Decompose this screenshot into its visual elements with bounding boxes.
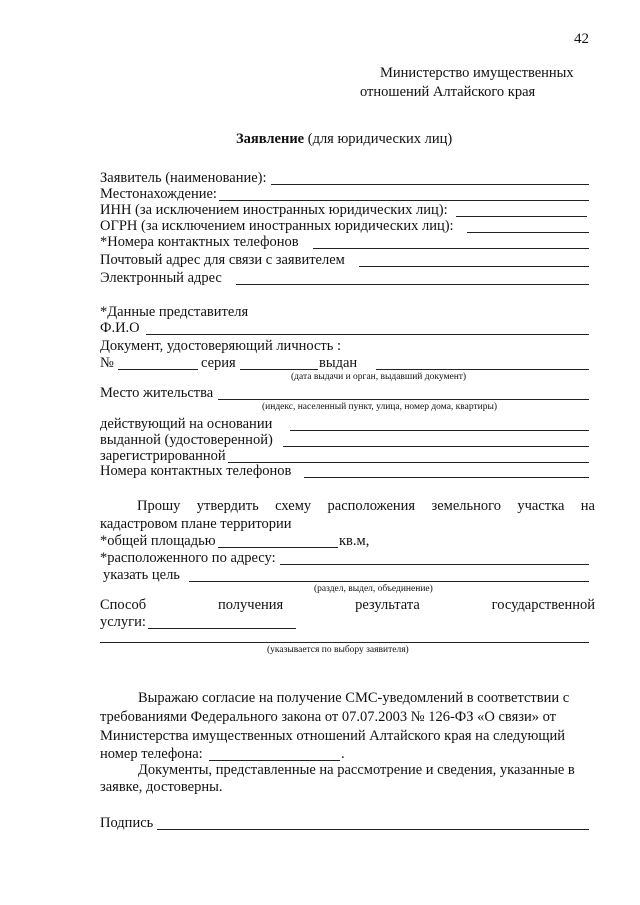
postal-address-field[interactable] [0,252,640,270]
purpose-line[interactable] [189,581,589,582]
fio-label: Ф.И.О [100,320,140,336]
doc-number-line[interactable] [118,369,198,370]
consent-line-1: Выражаю согласие на получение СМС-уведомлений в соответствии с [138,690,570,706]
signature-field[interactable] [0,815,640,833]
ogrn-label: ОГРН (за исключением иностранных юридических лиц): [100,218,454,234]
sms-phone-label: номер телефона: [100,746,203,762]
postal-address-line[interactable] [359,266,589,267]
doc-series-label: серия [201,355,236,371]
parcel-address-line[interactable] [280,564,589,565]
method-word: результата [355,597,420,613]
method-word: государственной [491,597,595,613]
addressee-line-1: Министерство имущественных [380,65,574,81]
addressee-line-2: отношений Алтайского края [360,84,536,100]
basis-label: действующий на основании [100,416,273,432]
representative-heading: *Данные представителя [100,304,249,320]
purpose-hint: (раздел, выдел, объединение) [314,584,433,594]
issued-by-label: выданной (удостоверенной) [100,432,273,448]
signature-line[interactable] [157,829,589,830]
request-word: утвердить [196,498,259,514]
basis-line[interactable] [290,430,589,431]
validity-line-1: Документы, представленные на рассмотрение и сведения, указанные в [138,762,575,778]
doc-issued-label: выдан [319,355,358,371]
sms-phone-end: . [341,746,345,762]
request-line-1 [137,498,595,515]
location-label: Местонахождение: [100,186,217,202]
request-word: земельного [431,498,501,514]
postal-address-label: Почтовый адрес для связи с заявителем [100,252,345,268]
service-label: услуги: [100,614,146,630]
residence-field[interactable] [0,385,640,403]
consent-line-3: Министерства имущественных отношений Алтайского края на следующий [100,728,566,744]
phones-field[interactable] [0,234,640,252]
ogrn-line[interactable] [467,232,589,233]
parcel-address-field[interactable] [0,550,640,568]
email-label: Электронный адрес [100,270,222,286]
area-line[interactable] [218,547,338,548]
issued-by-line[interactable] [283,446,589,447]
method-word: получения [217,597,284,613]
sms-phone-line[interactable] [209,760,340,761]
id-document-label: Документ, удостоверяющий личность : [100,338,342,354]
residence-label: Место жительства [100,385,214,401]
fio-line[interactable] [146,334,589,335]
doc-series-line[interactable] [240,369,318,370]
request-word: схему [275,498,312,514]
parcel-address-label: *расположенного по адресу: [100,550,276,566]
doc-issued-hint: (дата выдачи и орган, выдавший документ) [291,372,467,382]
applicant-name-label: Заявитель (наименование): [100,170,267,186]
area-field[interactable] [0,533,640,551]
service-line[interactable] [148,628,296,629]
method-hint: (указывается по выбору заявителя) [267,645,409,655]
location-line[interactable] [219,200,589,201]
document-title [236,131,452,148]
title-rest: (для юридических лиц) [304,131,453,147]
request-word: Прошу [137,498,181,514]
residence-line[interactable] [218,399,589,400]
email-line[interactable] [236,284,589,285]
inn-label: ИНН (за исключением иностранных юридических лиц): [100,202,448,218]
title-bold: Заявление [236,131,305,147]
registered-label: зарегистрированной [100,448,226,464]
id-document-field[interactable] [0,355,640,373]
area-unit: кв.м, [339,533,370,549]
method-word: Способ [100,597,147,613]
request-line-2: кадастровом плане территории [100,516,292,532]
doc-number-label: № [100,355,114,371]
purpose-label: указать цель [103,567,180,583]
email-field[interactable] [0,270,640,288]
request-word: на [580,498,595,514]
inn-line[interactable] [456,216,587,217]
method-line-1 [100,597,595,614]
area-label: *общей площадью [100,533,216,549]
request-word: расположения [327,498,416,514]
consent-line-2: требованиями Федерального закона от 07.07.2003 № 126-ФЗ «О связи» от [100,709,556,725]
rep-phones-field[interactable] [0,463,640,481]
service-field[interactable] [0,614,640,632]
purpose-field[interactable] [0,567,640,585]
signature-label: Подпись [100,815,154,831]
applicant-name-line[interactable] [271,184,589,185]
phones-label: *Номера контактных телефонов [100,234,299,250]
doc-issued-line[interactable] [376,369,589,370]
rep-phones-line[interactable] [304,477,589,478]
method-choice-line[interactable] [100,642,589,643]
validity-line-2: заявке, достоверны. [100,779,223,795]
residence-hint: (индекс, населенный пункт, улица, номер дома, квартиры) [262,402,498,412]
page-number: 42 [574,31,589,47]
request-word: участка [517,498,565,514]
phones-line[interactable] [313,248,589,249]
fio-field[interactable] [0,320,640,338]
rep-phones-label: Номера контактных телефонов [100,463,292,479]
